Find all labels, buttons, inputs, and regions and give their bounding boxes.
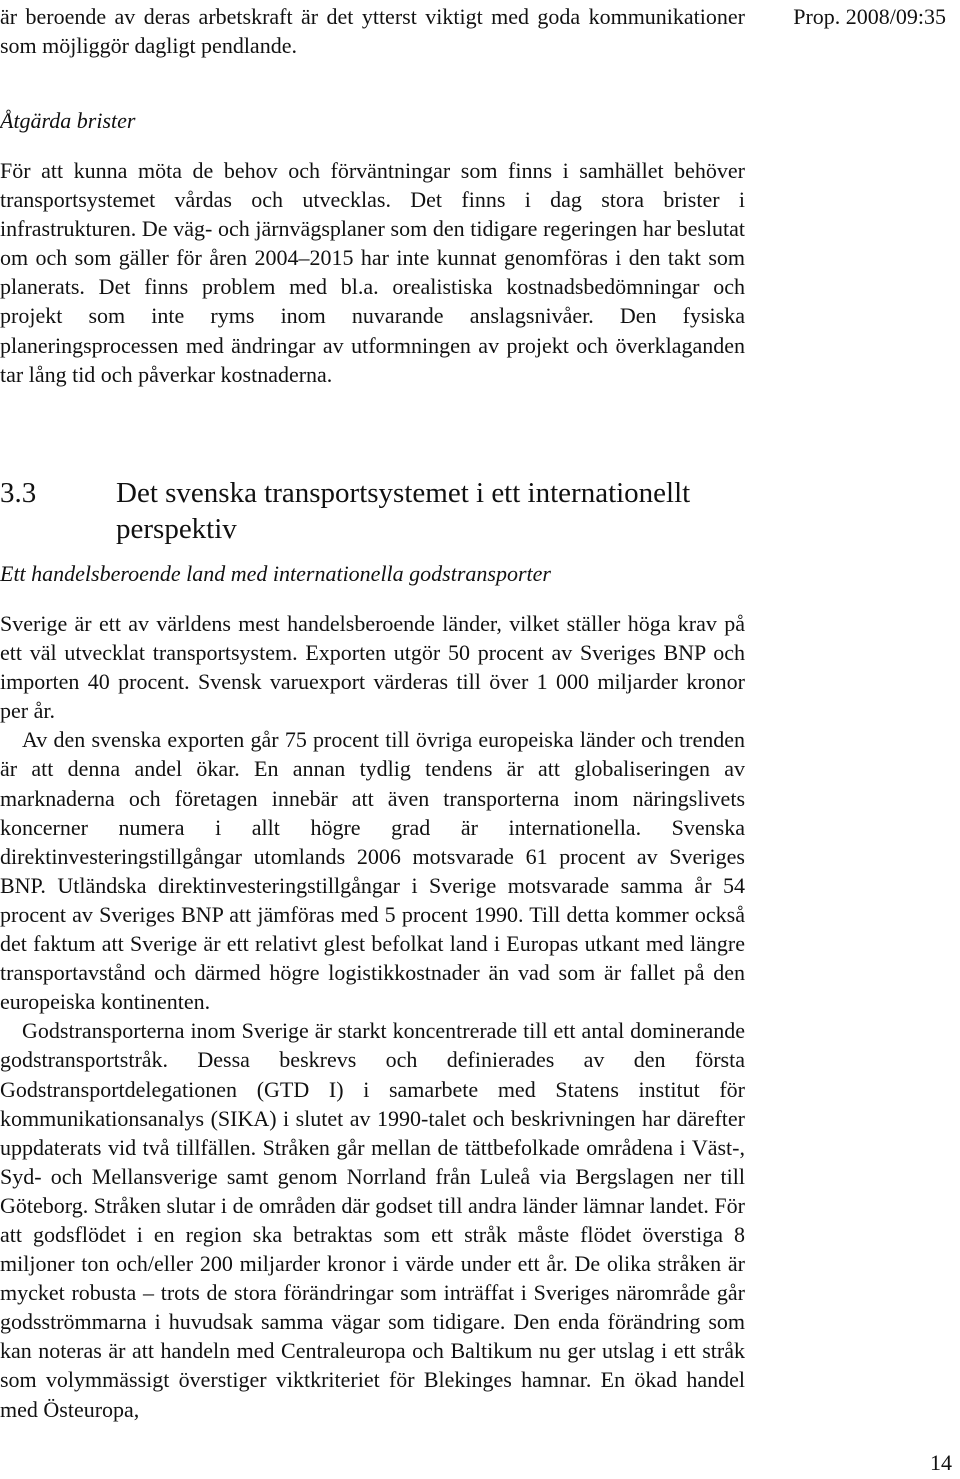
subheading-handelsberoende: Ett handelsberoende land med internationella godstransporter (0, 561, 551, 586)
section-atgarda-brister (0, 106, 745, 389)
subheading-atgarda-brister: Åtgärda brister (0, 108, 136, 133)
section-3-3-body (0, 559, 745, 1424)
section-number: 3.3 (0, 477, 37, 509)
section-title: Det svenska transportsystemet i ett internationellt perspektiv (116, 477, 691, 545)
page-number: 14 (930, 1450, 952, 1475)
paragraph-2: Av den svenska exporten går 75 procent till övriga europeiska länder och trenden är att denna andel ökar. En annan tydlig tendens är att globaliseringen av marknaderna och företagen innebär att även transporterna inom näringslivets koncerner numera i allt högre grad är internationella. Svenska direktinvesteringstillgångar utomlands 2006 motsvarade 61 procent av Sveriges BNP. Utländska direktinvesteringstillgångar i Sverige motsvarade samma år 54 procent av Sveriges BNP att jämföras med 5 procent 1990. Till detta kommer också det faktum att Sverige är ett relativt glest befolkat land i Europas utkant med längre transportavstånd och därmed högre logistikkostnader än vad som är fallet på den europeiska kontinenten. (0, 727, 745, 1015)
continued-paragraph: är beroende av deras arbetskraft är det ytterst viktigt med goda kommunikationer som möjliggör dagligt pendlande. (0, 4, 745, 59)
proposition-reference: Prop. 2008/09:35 (793, 4, 946, 29)
section-heading-3-3 (0, 475, 745, 547)
paragraph-3: Godstransporterna inom Sverige är starkt koncentrerade till ett antal dominerande godstransportstråk. Dessa beskrevs och definierades av den första Godstransportdelegationen (GTD I) i samarbete med Statens institut för kommunikationsanalys (SIKA) i slutet av 1990-talet och beskrivningen har därefter uppdaterats vid två tillfällen. Stråken går mellan de tättbefolkade områdena i Väst-, Syd- och Mellansverige samt genom Norrland från Luleå via Bergslagen ner till Göteborg. Stråken slutar i de områden där godset till andra länder lämnar landet. För att godsflödet i en region ska betraktas som ett stråk måste flödet överstiga 8 miljoner ton och/eller 200 miljarder kronor i värde under ett år. De olika stråken är mycket robusta – trots de stora förändringar som inträffat i Sveriges närområde går godsströmmarna i huvudsak samma vägar som tidigare. Den enda förändring som kan noteras är att handeln med Centraleuropa och Baltikum nu ger utslag i ett stråk som volymmässigt överstiger viktkriteriet för Blekinges hamnar. En ökad handel med Östeuropa, (0, 1018, 745, 1422)
paragraph-atgarda-brister: För att kunna möta de behov och förväntningar som finns i samhället behöver transportsystemet vårdas och utvecklas. Det finns i dag stora brister i infrastrukturen. De väg- och järnvägsplaner som den tidigare regeringen har beslutat om och som gäller för åren 2004–2015 har inte kunnat genomföras i den takt som planerats. Det finns problem med bl.a. orealistiska kostnadsbedömningar och projekt som inte ryms inom nuvarande anslagsnivåer. Den fysiska planeringsprocessen med ändringar av utformningen av projekt och överklaganden tar lång tid och påverkar kostnaderna. (0, 158, 745, 387)
intro-block (0, 2, 745, 60)
paragraph-1: Sverige är ett av världens mest handelsberoende länder, vilket ställer höga krav på ett väl utvecklat transportsystem. Exporten utgör 50 procent av Sveriges BNP och importen 40 procent. Svensk varuexport värderas till över 1 000 miljarder kronor per år. (0, 611, 745, 724)
